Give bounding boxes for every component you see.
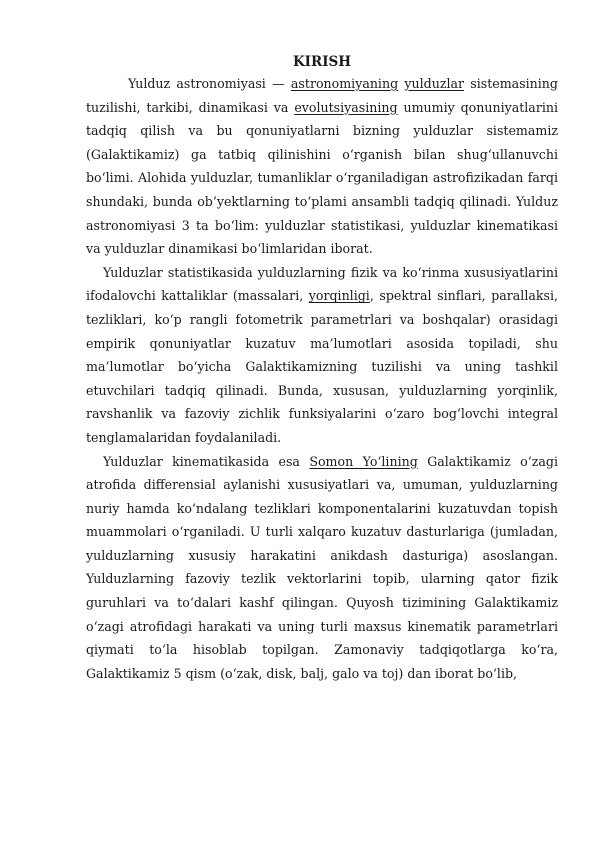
- text-run: umumiy qonuniyatlarini tadqiq qilish va bu qonuniyatlarni bizning yulduzlar sistemamiz (Galaktikamiz) ga tatbiq qilinishini o‘rganish bilan shug‘ullanuvchi bo‘limi. Alohida yulduzlar, tumanliklar o‘rganiladigan astrofizikadan farqi shundaki, bunda ob’yektlarning to‘plami ansambli tadqiq qilinadi. Yulduz astronomiyasi 3 ta bo‘lim: yulduzlar statistikasi, yulduzlar kinematikasi va yulduzlar dinamikasi bo‘limlaridan iborat.: [86, 99, 559, 257]
- text-run: Galaktikamiz o‘zagi atrofida differensial aylanishi xususiyatlari va, umuman, yulduzlarning nuriy hamda ko‘ndalang tezliklari komponentalarini kuzatuvdan topish muammolari o‘rganiladi. U turli xalqaro kuzatuv dasturlariga (jumladan, yulduzlarning xususiy harakatini anikdash dasturiga) asoslangan. Yulduzlarning fazoviy tezlik vektorlarini topib, ularning qator fizik guruhlari va to‘dalari kashf qilingan. Quyosh tizimining Galaktikamiz o‘zagi atrofidagi harakati va uning turli maxsus kinematik parametrlari qiymati to‘la hisoblab topilgan. Zamonaviy tadqiqotlarga ko‘ra, Galaktikamiz 5 qism (o‘zak, disk, balj, galo va toj) dan iborat bo‘lib,: [86, 453, 558, 681]
- link-yorqinligi[interactable]: yorqinligi: [308, 288, 370, 304]
- text-run: Yulduz astronomiyasi —: [128, 76, 291, 91]
- text-run: Yulduzlar kinematikasida esa: [103, 453, 310, 469]
- link-somon-yolining[interactable]: Somon Yo‘lining: [309, 453, 418, 469]
- paragraph-statistics: [86, 261, 558, 450]
- link-yulduzlar[interactable]: yulduzlar: [404, 76, 465, 91]
- text-run: Yulduzlar statistikasida yulduzlarning fizik va ko‘rinma xususiyatlarini ifodalovchi kattaliklar (massalari,: [86, 264, 558, 304]
- link-evolutsiyasining[interactable]: evolutsiyasining: [294, 99, 398, 115]
- document-title: KIRISH: [292, 54, 352, 70]
- paragraph-intro: [86, 72, 558, 261]
- paragraph-kinematics: [86, 450, 558, 686]
- link-astronomiyaning[interactable]: astronomiyaning: [290, 76, 399, 91]
- text-run: , spektral sinflari, parallaksi, tezliklari, ko‘p rangli fotometrik parametrlari va boshqalar) orasidagi empirik qonuniyatlar kuzatuv ma’lumotlari asosida topiladi, shu ma’lumotlar bo‘yicha Galaktikamizning tuzilishi va uning tashkil etuvchilari tadqiq qilinadi. Bunda, xususan, yulduzlarning yorqinlik, ravshanlik va fazoviy zichlik funksiyalarini o‘zaro bog‘lovchi integral tenglamalaridan foydalaniladi.: [86, 288, 559, 445]
- text-run: sistemasining tuzilishi, tarkibi, dinamikasi va: [86, 76, 558, 115]
